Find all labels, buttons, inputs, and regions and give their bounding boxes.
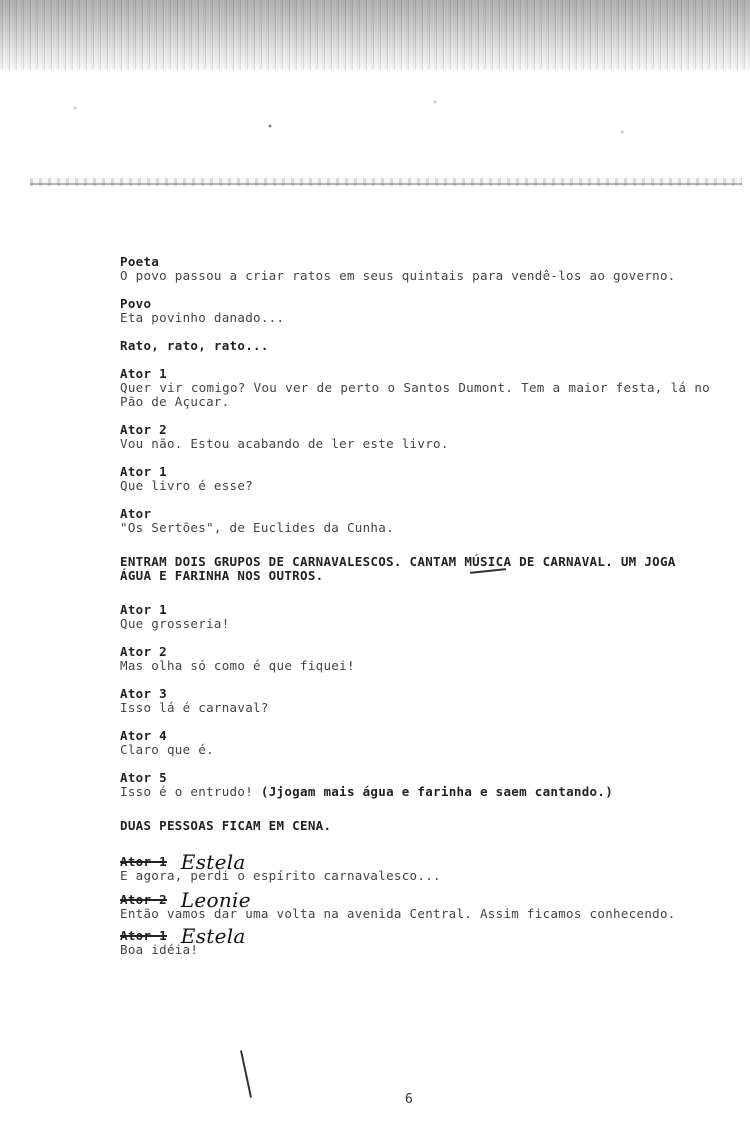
scan-noise-top	[0, 0, 750, 70]
dialogue-text: Isso lá é carnaval?	[120, 700, 269, 715]
speaker-label: Ator 5	[120, 770, 167, 785]
dialogue-block	[120, 367, 710, 409]
struck-speaker-label: Ator 1	[120, 854, 167, 869]
dialogue-text: Então vamos dar uma volta na avenida Central. Assim ficamos conhecendo.	[120, 906, 676, 921]
speaker-label: Ator 4	[120, 728, 167, 743]
dialogue-block	[120, 924, 710, 957]
dialogue-block	[120, 888, 710, 921]
speaker-label: Poeta	[120, 254, 160, 269]
dialogue-text: "Os Sertões", de Euclides da Cunha.	[120, 520, 394, 535]
dialogue-text: Que grosseria!	[120, 616, 230, 631]
dialogue-text: Claro que é.	[120, 742, 214, 757]
dialogue-text: Eta povinho danado...	[120, 310, 285, 325]
inline-stage-direction: (Jjogam mais água e farinha e saem cantando.)	[260, 784, 614, 799]
dialogue-text: Quer vir comigo? Vou ver de perto o Santos Dumont. Tem a maior festa, lá no Pão de Açucar.	[120, 380, 710, 409]
dialogue-block	[120, 771, 710, 799]
speaker-label: Ator 1	[120, 366, 167, 381]
dialogue-text: Mas olha só como é que fiquei!	[120, 658, 355, 673]
dialogue-line: Isso é o entrudo!	[120, 784, 254, 799]
speaker-annotation	[120, 850, 710, 874]
dialogue-text	[120, 785, 710, 799]
struck-speaker-label: Ator 2	[120, 892, 167, 907]
dialogue-text: Que livro é esse?	[120, 478, 254, 493]
pen-mark	[240, 1050, 252, 1097]
handwritten-name: Estela	[180, 924, 246, 948]
speaker-label: Povo	[120, 296, 152, 311]
speaker-annotation	[120, 888, 710, 912]
speaker-label: Ator 1	[120, 464, 167, 479]
dialogue-block	[120, 645, 710, 673]
dialogue-block	[120, 687, 710, 715]
dialogue-block	[120, 507, 710, 535]
speaker-label: Ator 2	[120, 422, 167, 437]
page-number: 6	[405, 1092, 413, 1107]
stage-direction: ENTRAM DOIS GRUPOS DE CARNAVALESCOS. CANTAM MÚSICA DE CARNAVAL. UM JOGA ÁGUA E FARINHA NOS OUTROS.	[120, 554, 676, 583]
speaker-label: Ator 3	[120, 686, 167, 701]
handwritten-name: Estela	[180, 850, 246, 874]
handwritten-name: Leonie	[180, 888, 251, 912]
dialogue-text: E agora, perdi o espírito carnavalesco...	[120, 868, 441, 883]
dialogue-text: Boa idéia!	[120, 942, 199, 957]
dialogue-block	[120, 465, 710, 493]
stage-direction: DUAS PESSOAS FICAM EM CENA.	[120, 818, 332, 833]
dialogue-block	[120, 603, 710, 631]
dialogue-text: O povo passou a criar ratos em seus quintais para vendê-los ao governo.	[120, 268, 676, 283]
dialogue-block	[120, 850, 710, 883]
speaker-label: Ator	[120, 506, 152, 521]
scan-noise-line-thin	[30, 183, 742, 185]
dialogue-block	[120, 423, 710, 451]
dialogue-block	[120, 297, 710, 325]
scan-specks	[0, 90, 750, 150]
dialogue-block	[120, 255, 710, 283]
dialogue-text: Vou não. Estou acabando de ler este livro.	[120, 436, 449, 451]
script-page	[120, 255, 710, 961]
speaker-annotation	[120, 924, 710, 948]
struck-speaker-label: Ator 1	[120, 928, 167, 943]
speaker-label: Ator 1	[120, 602, 167, 617]
speaker-label: Ator 2	[120, 644, 167, 659]
dialogue-block	[120, 729, 710, 757]
stage-direction: Rato, rato, rato...	[120, 338, 269, 353]
